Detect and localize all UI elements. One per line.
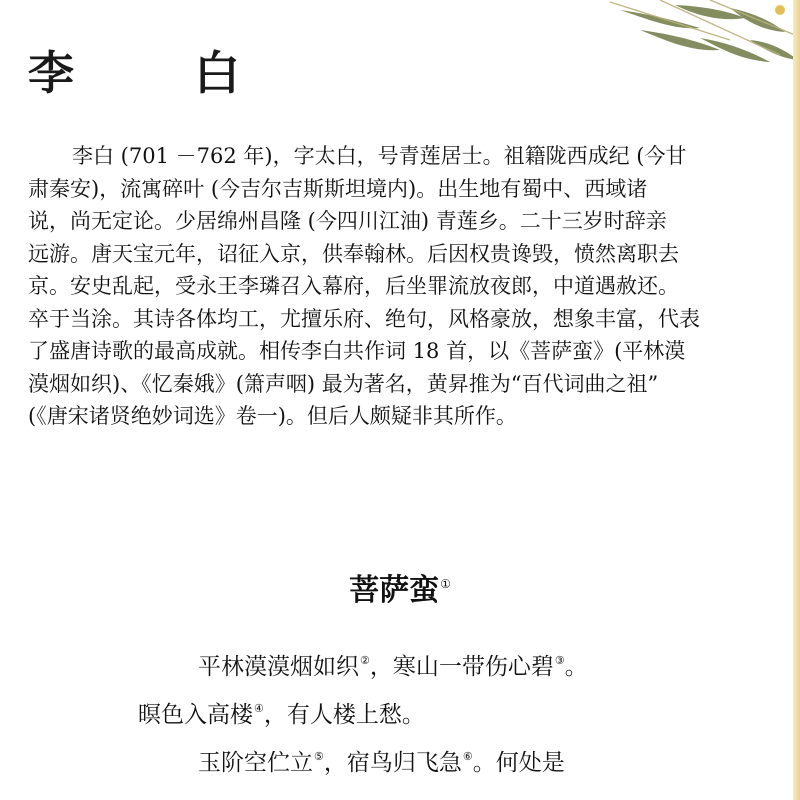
poem-title-text: 菩萨蛮 (349, 573, 440, 608)
bio-line: 京。安史乱起，受永王李璘召入幕府，后坐罪流放夜郎，中道遇赦还。 (28, 274, 679, 298)
bio-line: (《唐宋诸贤绝妙词选》卷一)。但后人颇疑非其所作。 (28, 404, 517, 428)
footnote-marker: ③ (554, 654, 565, 667)
bio-line: 漠烟如织)、《忆秦娥》(箫声咽) 最为著名，黄昇推为“百代词曲之祖” (28, 371, 659, 396)
bio-line: 了盛唐诗歌的最高成就。相传李白共作词 18 首，以《菩萨蛮》(平林漠 (28, 339, 686, 363)
poem-line (0, 688, 800, 736)
poem-segment: 平林漠漠烟如织 (198, 654, 359, 680)
bio-line: 李白 (701 －762 年)，字太白，号青莲居士。祖籍陇西成纪 (今甘 (72, 144, 687, 168)
biography-paragraph (28, 140, 763, 433)
poem-body (0, 640, 800, 784)
footnote-marker: ② (360, 654, 370, 667)
footnote-marker: ⑤ (314, 750, 324, 763)
poem-segment: 。 (564, 654, 588, 680)
footnote-marker: ① (440, 577, 451, 591)
poem-line (0, 736, 800, 784)
poem-title (0, 565, 800, 609)
page-title: 李 白 (28, 46, 293, 100)
footnote-marker: ⑥ (462, 750, 473, 763)
poem-segment: 玉阶空伫立 (198, 750, 313, 776)
poem-segment: ，宿鸟归飞急 (323, 750, 462, 776)
footnote-marker: ④ (254, 702, 264, 715)
poem-segment: ，有人楼上愁。 (263, 702, 425, 728)
bio-line: 远游。唐天宝元年，诏征入京，供奉翰林。后因权贵谗毁，愤然离职去 (28, 241, 679, 266)
bio-line: 卒于当涂。其诗各体均工，尤擅乐府、绝句，风格豪放，想象丰富，代表 (28, 306, 700, 331)
bio-line: 肃秦安)，流寓碎叶 (今吉尔吉斯斯坦境内)。出生地有蜀中、西域诸 (28, 176, 648, 201)
poem-segment: 暝色入高楼 (138, 702, 253, 728)
poem-segment: 。何处是 (472, 750, 565, 776)
bamboo-leaves-icon (580, 0, 800, 70)
poem-line (0, 640, 800, 688)
poem-segment: ，寒山一带伤心碧 (369, 654, 554, 680)
bio-line: 说，尚无定论。少居绵州昌隆 (今四川江油) 青莲乡。二十三岁时辞亲 (28, 209, 667, 233)
